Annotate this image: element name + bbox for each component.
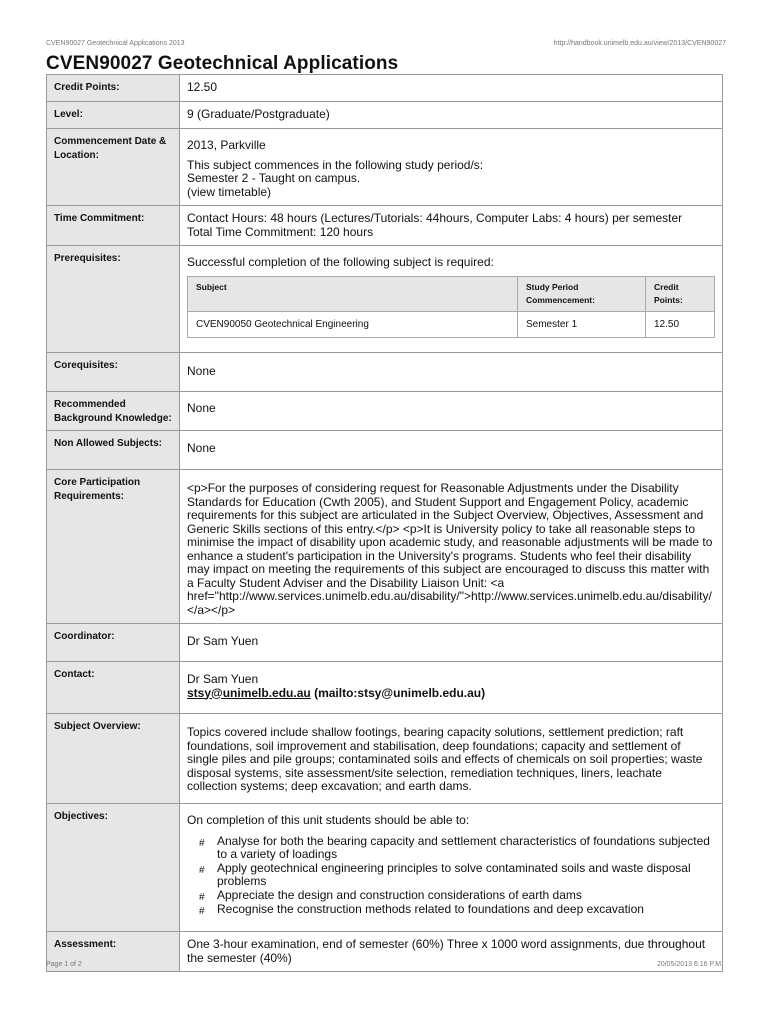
header-left-text: CVEN90027 Geotechnical Applications 2013	[46, 40, 185, 47]
value-time-commitment	[180, 206, 723, 246]
row-corequisites	[47, 353, 723, 392]
label-recommended-background: Recommended Background Knowledge:	[47, 392, 180, 431]
list-item: # Recognise the construction methods related to foundations and deep excavation	[199, 901, 644, 917]
bullet-hash-icon: #	[199, 891, 205, 903]
list-item: # Apply geotechnical engineering principles to solve contaminated soils and waste disposal problems	[199, 860, 691, 888]
header-url[interactable]: http://handbook.unimelb.edu.au/view/2013/CVEN90027	[553, 40, 726, 47]
row-subject-overview	[47, 714, 723, 804]
bullet-hash-icon: #	[199, 864, 205, 876]
value-subject-overview: Topics covered include shallow footings, bearing capacity solutions, settlement prediction; raft foundations, soil improvement and stabilisation, deep foundations; capacity and settlement of single piles and pile groups; contaminated soils and effects of chemicals on soil properties; waste disposal systems, site assessment/site selection, remediation techniques, liners, leachate collection systems; deep excavation; and earth dams.	[180, 714, 723, 804]
value-non-allowed-subjects: None	[180, 431, 723, 470]
commencement-date-location: 2013, Parkville	[187, 138, 266, 152]
prerequisites-intro: Successful completion of the following subject is required:	[187, 255, 494, 269]
value-commencement	[180, 129, 723, 206]
value-corequisites: None	[180, 353, 723, 392]
label-level: Level:	[47, 102, 180, 129]
prereq-header-credit-points: Credit Points:	[646, 276, 715, 311]
objectives-intro: On completion of this unit students should be able to:	[187, 813, 470, 827]
prereq-subject-cell: CVEN90050 Geotechnical Engineering	[188, 311, 518, 338]
commencement-study-period-intro: This subject commences in the following study period/s:	[187, 157, 484, 172]
label-subject-overview: Subject Overview:	[47, 714, 180, 804]
page-number: Page 1 of 2	[46, 961, 82, 968]
row-contact	[47, 662, 723, 714]
value-coordinator: Dr Sam Yuen	[180, 624, 723, 662]
prerequisites-table	[187, 276, 715, 339]
prereq-header-study-period: Study Period Commencement:	[518, 276, 646, 311]
objectives-list	[187, 835, 715, 916]
label-core-participation: Core Participation Requirements:	[47, 470, 180, 624]
label-objectives: Objectives:	[47, 804, 180, 932]
prereq-credit-points-cell: 12.50	[646, 311, 715, 338]
list-item: # Appreciate the design and construction considerations of earth dams	[199, 887, 582, 903]
bullet-hash-icon: #	[199, 837, 205, 849]
print-timestamp: 20/05/2013 6:16 P.M.	[656, 961, 723, 968]
label-prerequisites: Prerequisites:	[47, 246, 180, 353]
view-timetable-link[interactable]: (view timetable)	[187, 184, 272, 199]
row-level	[47, 102, 723, 129]
value-core-participation: <p>For the purposes of considering request for Reasonable Adjustments under the Disability Standards for Education (Cwth 2005), and Student Support and Engagement Policy, academic requirements for this subject are articulated in the Subject Overview, Objectives, Assessment and Generic Skills sections of this entry.</p> <p>It is University policy to take all reasonable steps to minimise the impact of disability upon academic study, and reasonable adjustments will be made to enhance a student's participation in the University's programs. Students who feel their disability may impact on meeting the requirements of this subject are encouraged to discuss this matter with a Faculty Student Adviser and the Disability Liaison Unit: <a href="http://www.services.unimelb.edu.au/disability/">http://www.services.unimelb.edu.au/disability/</a></p>	[180, 470, 723, 624]
prereq-header-subject: Subject	[188, 276, 518, 311]
list-item: # Analyse for both the bearing capacity and settlement characteristics of foundations subjected to a variety of loadings	[199, 833, 710, 861]
table-row	[188, 311, 715, 338]
contact-mailto: (mailto:stsy@unimelb.edu.au)	[310, 685, 486, 700]
value-assessment: One 3-hour examination, end of semester (60%) Three x 1000 word assignments, due throughout the semester (40%)	[180, 932, 723, 972]
value-contact	[180, 662, 723, 714]
row-coordinator	[47, 624, 723, 662]
row-credit-points	[47, 75, 723, 102]
value-prerequisites	[180, 246, 723, 353]
value-credit-points: 12.50	[180, 75, 723, 102]
label-coordinator: Coordinator:	[47, 624, 180, 662]
page-header	[46, 40, 726, 52]
label-non-allowed-subjects: Non Allowed Subjects:	[47, 431, 180, 470]
row-commencement	[47, 129, 723, 206]
value-recommended-background: None	[180, 392, 723, 431]
row-core-participation	[47, 470, 723, 624]
total-time-commitment: Total Time Commitment: 120 hours	[187, 224, 374, 239]
bullet-hash-icon: #	[199, 905, 205, 917]
contact-hours: Contact Hours: 48 hours (Lectures/Tutorials: 44hours, Computer Labs: 4 hours) per semester	[187, 211, 683, 225]
label-credit-points: Credit Points:	[47, 75, 180, 102]
page-footer	[46, 961, 723, 973]
value-level: 9 (Graduate/Postgraduate)	[180, 102, 723, 129]
row-prerequisites	[47, 246, 723, 353]
row-objectives	[47, 804, 723, 932]
contact-email-line	[187, 687, 715, 701]
prereq-study-period-cell: Semester 1	[518, 311, 646, 338]
row-time-commitment	[47, 206, 723, 246]
value-objectives	[180, 804, 723, 932]
contact-name: Dr Sam Yuen	[187, 672, 259, 686]
row-recommended-background	[47, 392, 723, 431]
label-contact: Contact:	[47, 662, 180, 714]
label-time-commitment: Time Commitment:	[47, 206, 180, 246]
label-corequisites: Corequisites:	[47, 353, 180, 392]
page-title: CVEN90027 Geotechnical Applications	[46, 53, 399, 74]
label-assessment: Assessment:	[47, 932, 180, 972]
commencement-semester: Semester 2 - Taught on campus.	[187, 171, 361, 185]
row-non-allowed-subjects	[47, 431, 723, 470]
prerequisites-header-row	[188, 276, 715, 311]
subject-details-table	[46, 74, 723, 972]
label-commencement: Commencement Date & Location:	[47, 129, 180, 206]
contact-email-link[interactable]: stsy@unimelb.edu.au	[187, 685, 311, 700]
